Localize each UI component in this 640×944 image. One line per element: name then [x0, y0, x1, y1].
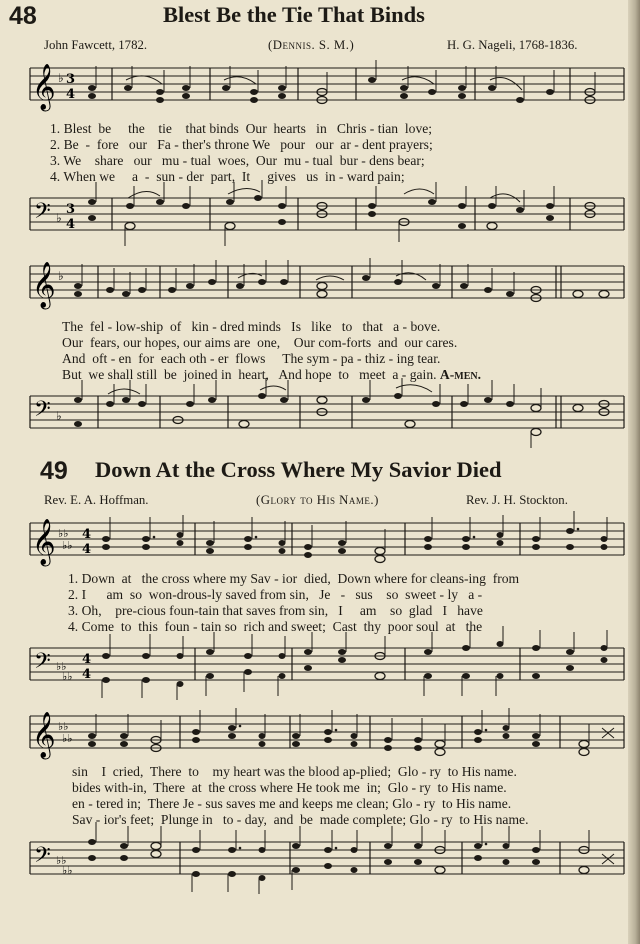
bass-clef-icon: 𝄢: [34, 397, 51, 427]
svg-text:♭♭: ♭♭: [62, 670, 73, 683]
verse-line: 2. I am so won-drous-ly saved from sin, Je - sus so sweet - ly a -: [68, 587, 483, 602]
hymn-49-system1-treble-staff: [0, 515, 640, 575]
bass-clef-icon: 𝄢: [34, 649, 51, 679]
verse-line: 3. We share our mu - tual woes, Our mu - tual bur - dens bear;: [50, 153, 425, 168]
hymn-48-system1-bass-staff: [0, 190, 640, 250]
flat-signs-icon: ♭♭: [58, 720, 69, 733]
time-sig-top: 3: [66, 72, 76, 87]
verse-line: bides with-in, There at the cross where He took me in; Glo - ry to His name.: [72, 780, 507, 795]
fermata-mark: [602, 854, 614, 864]
hymn-48-music-credit: H. G. Nageli, 1768-1836.: [447, 38, 578, 52]
verse-line-text: But we shall still be joined in heart, And hope to meet a - gain.: [62, 367, 437, 382]
hymn-49-number: 49: [40, 457, 68, 485]
hymn-48-tune-name: (Dennis. S. M.): [268, 38, 355, 52]
book-spine-edge: [628, 0, 640, 944]
hymn-48-number: 48: [9, 2, 37, 30]
verse-line: And oft - en for each oth - er flows The sym - pa - thiz - ing tear.: [62, 351, 441, 366]
svg-text:♭♭: ♭♭: [62, 864, 73, 877]
hymn-49-tune-name: (Glory to His Name.): [256, 493, 379, 507]
verse-line: en - tered in; There Je - sus saves me and keeps me clean; Glo - ry to His name.: [72, 796, 512, 811]
verse-line: The fel - low-ship of kin - dred minds Is like to that a - bove.: [62, 319, 441, 334]
flat-sign-icon: ♭: [56, 211, 62, 225]
hymn-49-system2-bass-staff: [0, 834, 640, 894]
svg-text:♭♭: ♭♭: [62, 539, 73, 552]
verse-line: 4. When we a - sun - der part, It gives us in - ward pain;: [50, 169, 405, 184]
hymn-48-system2-bass-staff: [0, 388, 640, 448]
verse-line: 3. Oh, pre-cious foun-tain that saves from sin, I am so glad I have: [68, 603, 483, 618]
hymn-49-verse-lines-2: [72, 764, 528, 828]
svg-text:4: 4: [82, 652, 92, 667]
verse-line: 1. Blest be the tie that binds Our hearts in Chris - tian love;: [50, 121, 433, 136]
treble-clef-icon: 𝄞: [32, 519, 56, 565]
verse-line: 2. Be - fore our Fa - ther's throne We pour our ar - dent prayers;: [50, 137, 433, 152]
flat-sign-icon: ♭: [58, 71, 64, 85]
flat-signs-icon: ♭♭: [56, 854, 67, 867]
verse-line: [62, 367, 481, 383]
verse-line: sin I cried, There to my heart was the blood ap-plied; Glo - ry to His name.: [72, 764, 517, 779]
treble-clef-icon: 𝄞: [32, 64, 56, 110]
time-sig-bottom: 4: [66, 87, 76, 102]
verse-line: 1. Down at the cross where my Sav - ior died, Down where for cleans-ing from: [68, 571, 520, 586]
hymn-48-verse-lines-1: [50, 121, 433, 185]
hymn-49-words-credit: Rev. E. A. Hoffman.: [44, 493, 149, 507]
svg-text:4: 4: [66, 217, 76, 232]
svg-text:4: 4: [82, 667, 92, 682]
hymn-48-words-credit: John Fawcett, 1782.: [44, 38, 148, 52]
treble-clef-icon: 𝄞: [32, 712, 56, 758]
svg-text:4: 4: [82, 527, 92, 542]
treble-clef-icon: 𝄞: [32, 262, 56, 308]
fermata-mark: [602, 728, 614, 738]
svg-text:4: 4: [82, 542, 92, 557]
hymn-49-system1-bass-staff: [0, 640, 640, 700]
svg-text:3: 3: [66, 202, 76, 217]
flat-sign-icon: ♭: [56, 409, 62, 423]
hymn-49-system2-treble-staff: [0, 708, 640, 768]
verse-line: Our fears, our hopes, our aims are one, Our com-forts and our cares.: [62, 335, 458, 350]
hymn-48-title: Blest Be the Tie That Binds: [163, 2, 425, 27]
flat-signs-icon: ♭♭: [58, 527, 69, 540]
hymn-48-system2-treble-staff: [0, 258, 640, 318]
hymn-49-music-credit: Rev. J. H. Stockton.: [466, 493, 568, 507]
stems: [96, 60, 595, 100]
flat-sign-icon: ♭: [58, 269, 64, 283]
verse-line: Sav - ior's feet; Plunge in to - day, and be made complete; Glo - ry to His name.: [72, 812, 529, 827]
svg-text:♭♭: ♭♭: [62, 732, 73, 745]
hymn-48-verse-lines-2: [62, 319, 481, 383]
verse-line: 4. Come to this foun - tain so rich and sweet; Cast thy poor soul at the: [68, 619, 483, 634]
hymn-49-verse-lines-1: [68, 571, 519, 635]
hymn-48-system1-treble-staff: [0, 60, 640, 120]
amen-label: A-men.: [439, 367, 481, 382]
bass-clef-icon: 𝄢: [34, 843, 51, 873]
hymn-49-title: Down At the Cross Where My Savior Died: [95, 457, 502, 482]
flat-signs-icon: ♭♭: [56, 660, 67, 673]
bass-clef-icon: 𝄢: [34, 199, 51, 229]
